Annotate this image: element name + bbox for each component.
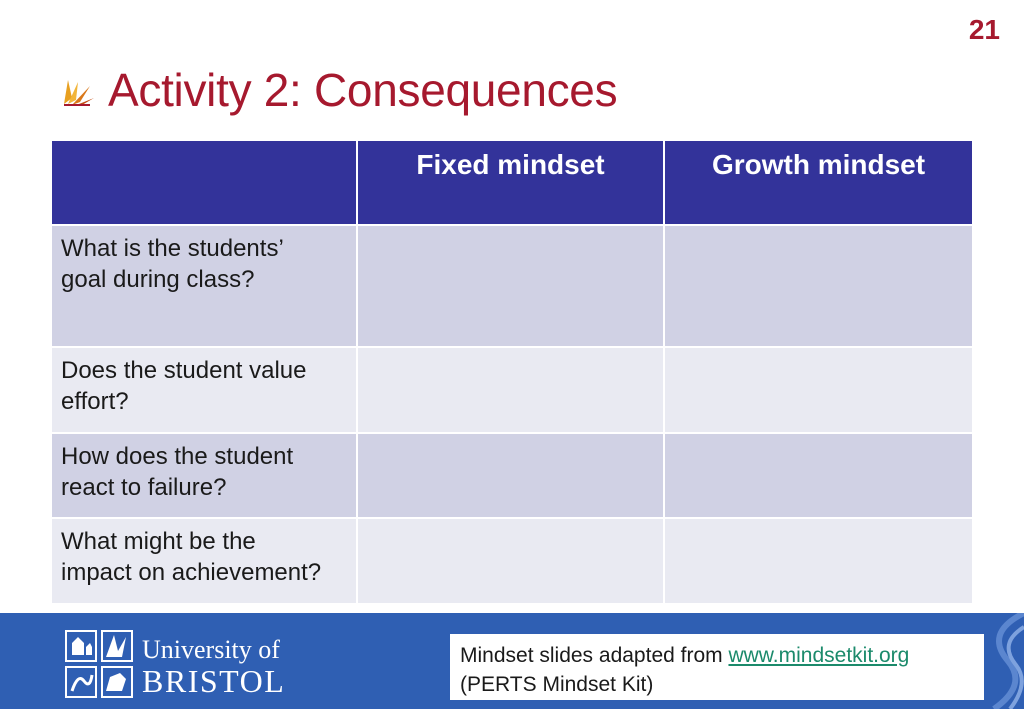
university-logo [64, 629, 314, 699]
consequences-table [52, 141, 972, 605]
row-question [52, 226, 358, 348]
growth-mindset-cell[interactable] [665, 434, 972, 519]
decorative-swirl-icon [964, 613, 1024, 709]
question-line-1: Does the student value [61, 357, 307, 384]
row-question [52, 434, 358, 519]
question-line-2: impact on achievement? [61, 559, 322, 586]
table-row [52, 348, 972, 434]
table-header-row [52, 141, 972, 226]
table-row [52, 434, 972, 519]
logo-line-1: University of [142, 635, 280, 664]
growth-mindset-cell[interactable] [665, 348, 972, 434]
question-line-2: goal during class? [61, 266, 255, 293]
row-question [52, 348, 358, 434]
page-title: Activity 2: Consequences [108, 64, 618, 116]
fixed-mindset-cell[interactable] [358, 348, 665, 434]
credit-line-2: (PERTS Mindset Kit) [460, 673, 654, 696]
university-crest-icon [64, 629, 134, 699]
header-fixed-mindset: Fixed mindset [358, 141, 665, 226]
credit-box [450, 634, 984, 700]
mindsetkit-link[interactable]: www.mindsetkit.org [728, 644, 910, 667]
slide-number: 21 [968, 14, 1000, 45]
title-row [60, 62, 617, 118]
question-line-2: react to failure? [61, 474, 227, 501]
fixed-mindset-cell[interactable] [358, 226, 665, 348]
fixed-mindset-cell[interactable] [358, 519, 665, 605]
table-row [52, 226, 972, 348]
table-row [52, 519, 972, 605]
footer-band [0, 613, 1024, 709]
question-line-1: What might be the [61, 528, 256, 555]
flame-bullet-icon [60, 72, 96, 108]
header-corner-cell [52, 141, 358, 226]
row-question [52, 519, 358, 605]
credit-prefix: Mindset slides adapted from [460, 644, 729, 667]
growth-mindset-cell[interactable] [665, 226, 972, 348]
question-line-1: What is the students’ [61, 235, 284, 262]
fixed-mindset-cell[interactable] [358, 434, 665, 519]
logo-line-2: BRISTOL [142, 663, 286, 699]
question-line-2: effort? [61, 388, 129, 415]
header-growth-mindset: Growth mindset [665, 141, 972, 226]
question-line-1: How does the student [61, 443, 294, 470]
growth-mindset-cell[interactable] [665, 519, 972, 605]
